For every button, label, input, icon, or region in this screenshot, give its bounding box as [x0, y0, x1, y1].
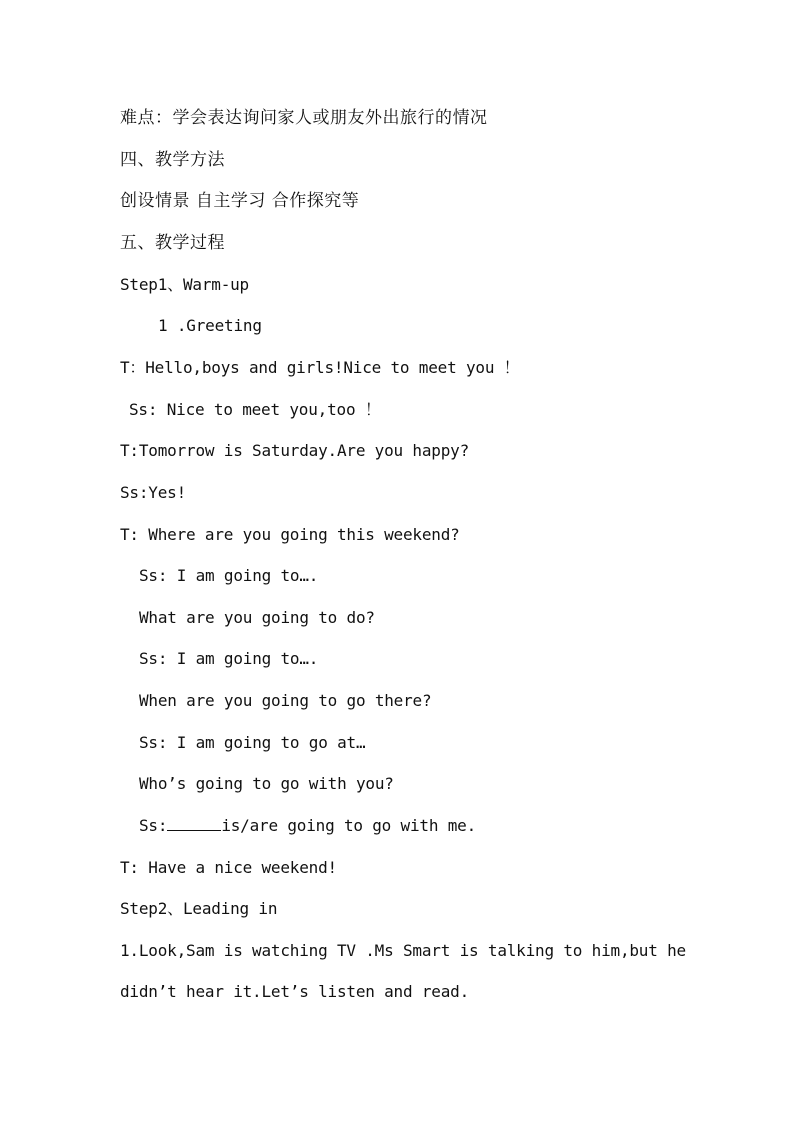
dialogue-line: T: Have a nice weekend! [120, 858, 337, 877]
greeting-item: 1 .Greeting [158, 316, 262, 335]
instruction-line: 1.Look,Sam is watching TV .Ms Smart is talking to him,but he [120, 941, 686, 960]
blank-sentence-rest: is/are going to go with me. [221, 816, 476, 835]
dialogue-line: When are you going to go there? [139, 691, 432, 710]
dialogue-line: Ss: I am going to…. [139, 649, 319, 668]
section-teaching-process: 五、教学过程 [120, 233, 225, 253]
dialogue-line: Who’s going to go with you? [139, 774, 394, 793]
step1-heading: Step1、Warm-up [120, 275, 249, 294]
dialogue-line: Ss: I am going to…. [139, 566, 319, 585]
dialogue-line: Ss:Yes! [120, 483, 187, 502]
fill-in-blank [167, 816, 221, 831]
dialogue-line: Ss: I am going to go at… [139, 733, 366, 752]
dialogue-line: T:Tomorrow is Saturday.Are you happy? [120, 441, 470, 460]
instruction-line-continued: didn’t hear it.Let’s listen and read. [120, 982, 470, 1001]
dialogue-line: What are you going to do? [139, 608, 375, 627]
dialogue-line: Ss: Nice to meet you,too ！ [129, 400, 381, 419]
dialogue-line: T：Hello,boys and girls!Nice to meet you ！ [120, 358, 520, 377]
step2-heading: Step2、Leading in [120, 899, 278, 918]
difficulty-line: 难点：学会表达询问家人或朋友外出旅行的情况 [120, 108, 488, 128]
dialogue-line: T: Where are you going this weekend? [120, 525, 460, 544]
dialogue-line-with-blank [139, 815, 476, 837]
section-teaching-methods: 四、教学方法 [120, 150, 225, 170]
speaker-label: Ss: [139, 816, 168, 835]
methods-list: 创设情景 自主学习 合作探究等 [120, 191, 360, 211]
